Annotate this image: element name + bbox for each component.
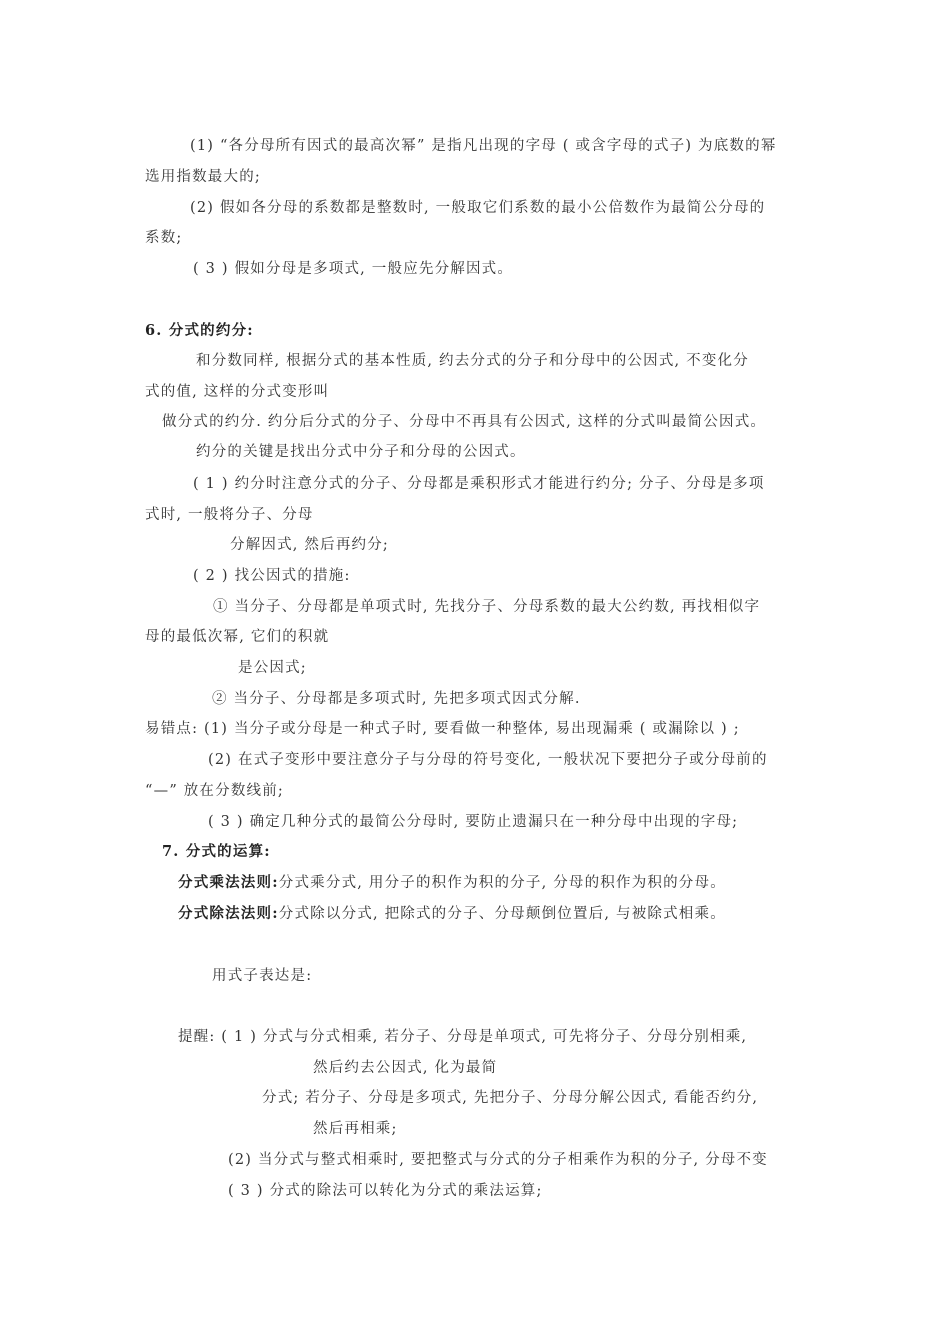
section-heading-6: 6. 分式的约分: xyxy=(145,322,254,339)
text-line: 和分数同样, 根据分式的基本性质, 约去分式的分子和分母中的公因式, 不变化分 xyxy=(196,353,749,369)
text-line: 易错点: (1) 当分子或分母是一种式子时, 要看做一种整体, 易出现漏乘 ( 或漏除以 ) ; xyxy=(145,721,740,737)
text-line: (2) 假如各分母的系数都是整数时, 一般取它们系数的最小公倍数作为最简公分母的 xyxy=(190,200,766,216)
text-line: 约分的关键是找出分式中分子和分母的公因式。 xyxy=(196,444,526,460)
text-line: 系数; xyxy=(145,230,183,246)
text-line: ① 当分子、分母都是单项式时, 先找分子、分母系数的最大公约数, 再找相似字 xyxy=(213,599,761,615)
text-line: (2) 当分式与整式相乘时, 要把整式与分式的分子相乘作为积的分子, 分母不变 xyxy=(228,1152,768,1168)
text-line: (1) “各分母所有因式的最高次幂” 是指凡出现的字母 ( 或含字母的式子) 为底数的幂 xyxy=(190,138,777,154)
text-line: 式的值, 这样的分式变形叫 xyxy=(145,384,330,400)
division-rule xyxy=(178,904,726,924)
text-line: 用式子表达是: xyxy=(212,968,313,984)
text-line: 提醒: ( 1 ) 分式与分式相乘, 若分子、分母是单项式, 可先将分子、分母分别相乘, xyxy=(178,1029,748,1045)
rule-label: 分式除法法则: xyxy=(178,905,279,922)
multiplication-rule xyxy=(178,873,726,893)
text-line: (2) 在式子变形中要注意分子与分母的符号变化, 一般状况下要把分子或分母前的 xyxy=(208,752,768,768)
text-line: 分式; 若分子、分母是多项式, 先把分子、分母分解公因式, 看能否约分, xyxy=(262,1090,759,1106)
text-line: ( 3 ) 假如分母是多项式, 一般应先分解因式。 xyxy=(193,261,514,277)
text-line: ( 2 ) 找公因式的措施: xyxy=(193,568,351,584)
text-line: ( 3 ) 分式的除法可以转化为分式的乘法运算; xyxy=(228,1183,543,1199)
rule-label: 分式乘法法则: xyxy=(178,874,279,891)
text-line: 式时, 一般将分子、分母 xyxy=(145,507,314,523)
text-line: 是公因式; xyxy=(238,660,307,676)
text-line: ② 当分子、分母都是多项式时, 先把多项式因式分解. xyxy=(212,691,581,707)
text-line: 然后约去公因式, 化为最简 xyxy=(313,1060,498,1076)
text-line: 然后再相乘; xyxy=(313,1121,398,1137)
text-line: ( 1 ) 约分时注意分式的分子、分母都是乘积形式才能进行约分; 分子、分母是多项 xyxy=(193,476,765,492)
rule-text: 分式乘分式, 用分子的积作为积的分子, 分母的积作为积的分母。 xyxy=(278,875,726,891)
text-line: 选用指数最大的; xyxy=(145,169,261,185)
text-line: 做分式的约分. 约分后分式的分子、分母中不再具有公因式, 这样的分式叫最简公因式。 xyxy=(162,414,767,430)
rule-text: 分式除以分式, 把除式的分子、分母颠倒位置后, 与被除式相乘。 xyxy=(278,906,726,922)
text-line: 母的最低次幂, 它们的积就 xyxy=(145,629,330,645)
text-line: ( 3 ) 确定几种分式的最简公分母时, 要防止遗漏只在一种分母中出现的字母; xyxy=(208,814,739,830)
section-heading-7: 7. 分式的运算: xyxy=(162,843,271,860)
text-line: 分解因式, 然后再约分; xyxy=(230,537,390,553)
text-line: “—” 放在分数线前; xyxy=(145,783,285,799)
